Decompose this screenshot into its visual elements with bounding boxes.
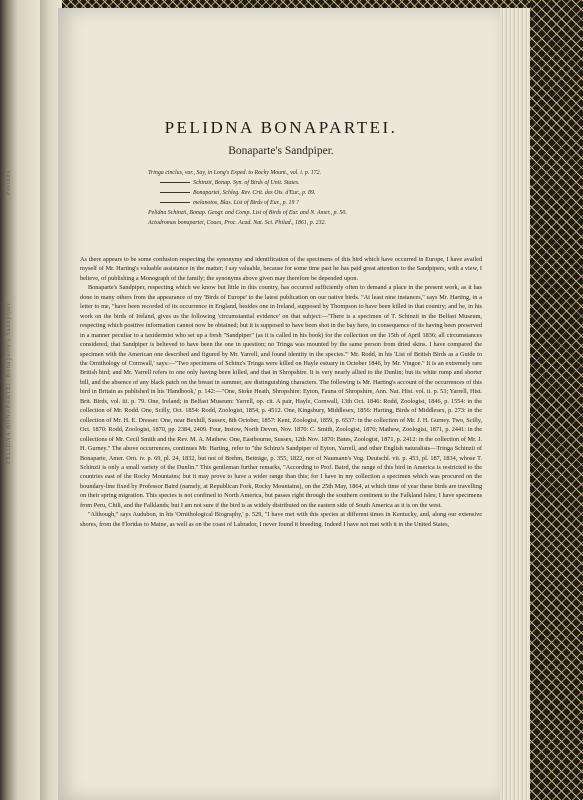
synonymy-list bbox=[148, 168, 468, 228]
paragraph-occurrences: Bonaparte's Sandpiper, respecting which we know but little in this country, has occurred sufficiently often to demand a place in the present work, as it has done in many others from the appearance of my 'Birds of Europe' to the latest publication on our native birds. "At least nine instances," says Mr. Harting, in a letter to me, "have been recorded of its occurrence in England, besides one in Ireland, supposed by Thompson to have been killed in that country; and he, in his work on the birds of Ireland, gives us the following 'circumstantial evidence' on that subject:—'There is a specimen of T. Schinzii in the Belfast Museum, respecting which positive information cannot now be obtained; but it is supposed to have been shot in the bay here, in consequence of its having been preserved in a manner peculiar to a taxidermist who set up a fresh "Sandpiper" (as it is called in his book) for the collection on the 15th of April 1836; all circumstances considered, that Sandpiper is believed to have been the one in question; no Tringa was mounted by the same person from dried skins. I have compared the specimen with the American one described and figured by Mr. Yarrell, and found identity in the species.'" Mr. Rodd, in his 'List of British Birds as a Guide to the Ornithology of Cornwall,' says:—"Two specimens of Schinz's Tringa were killed on Hayle estuary in October 1846, by Mr. Vingoe." It is an extremely rare British bird; and Mr. Yarrell refers to one only having been killed, and that in Shropshire. It is very nearly allied to the Dunlin; but its white rump and shorter bill, and the absence of any black patch on the breast in summer, are distinguishing characters. The following is Mr. Harting's account of the occurrences of this bird in Britain as published in his 'Handbook,' p. 142:—"One, Stoke Heath, Shropshire: Eyton, Fauna of Shropshire, Ann. Nat. Hist. vol. ii. p. 53; Yarrell, Hist. Brit. Birds, vol. iii. p. 79. One, Ireland; in Belfast Museum: Yarrell, op. cit. A pair, Hayle, Cornwall, 13th Oct. 1846: Rodd, Zoologist, 1846, p. 1554: in the collection of Mr. Rodd. One, Scilly, Oct. 1854: Rodd, Zoologist, 1854, p. 4512. One, Kingsbury, Middlesex, 1856: Harting, Birds of Middlesex, p. 273: in the collection of Mr. H. E. Dresser. One, near Bexhill, Sussex, 8th October, 1857: Kent, Zoologist, 1859, p. 6537: in the collection of Mr. J. H. Gurney. Two, Scilly, Oct. 1870: Rodd, Zoologist, 1870, pp. 2384, 2409. Four, Instow, North Devon, Nov. 1870: C. Smith, Zoologist, 1870; Mathew, Zoologist, 1871, p. 2441: in the collections of Mr. Cecil Smith and the Rev. M. A. Mathew. One, Eastbourne, Sussex, 12th Nov. 1870: Bates, Zoologist, 1871, p. 2412: in the collection of Mr. J. H. Gurney." The above occurrences, continues Mr. Harting, refer to "the Schinz's Sandpiper of Eyton, Yarrell, and other English naturalists—Tringa Schinzii of Bonaparte, Amer. Orn. iv. p. 69, pl. 24, 1832, but not of Brehm, Beiträge, p. 355, 1822, nor of Naumann's Vog. Deutschl. vii. p. 453, pl. 187, 1834, whose T. Schinzii is only a small variety of the Dunlin." This gentleman further remarks, "According to Prof. Baird, the range of this bird in America is restricted to the countries east of the Rocky Mountains; but it may prove to have a wider range than this; for I have in my collection a specimen which was procured on the boundary-line fixed by Professor Baird (namely, at Republican Fork, Rocky Mountains), on the 25th May, 1864, at which time of year these birds are travelling on their spring migration. This species is not confined to North America, but passes right through the southern continent to the Falkland Isles; I have specimens from Peru, Chili, and the Falklands; but I am not sure if the bird is as widely distributed on the eastern side of South America as it is on the west. bbox=[80, 284, 482, 509]
book-page bbox=[58, 8, 500, 800]
spine-text-upper: Pelidna bbox=[6, 170, 12, 195]
right-decorative-border bbox=[530, 0, 583, 800]
top-decorative-border bbox=[0, 0, 583, 8]
synonym-entry: Pelidna Schinzii, Bonap. Geogr. and Comp. List of Birds of Eur. and N. Amer., p. 50. bbox=[148, 210, 347, 216]
synonym-entry: melanotos, Blas. List of Birds of Eur., p. 19 ? bbox=[148, 198, 468, 208]
paragraph-audubon: "Although," says Audubon, in his 'Ornithological Biography,' p. 529, "I have met with this species at different times in Kentucky, and, along our extensive shores, from the Floridas to Maine, as well as on the coast of Labrador, I never found it breeding. Indeed I have not met with it in the United States, bbox=[80, 511, 482, 528]
synonym-entry: Bonapartei, Schleg. Rev. Crit. des Ois. d'Eur., p. 89. bbox=[148, 188, 468, 198]
spine-text-main: PELIDNA BONAPARTEI. Bonaparte's Sandpiper. bbox=[6, 300, 12, 464]
stacked-page-edges bbox=[500, 8, 530, 800]
synonym-entry: Actodromas bonapartei, Coues, Proc. Acad. Nat. Sci. Philad., 1861, p. 232. bbox=[148, 220, 326, 226]
ditto-dash bbox=[160, 182, 190, 183]
page-subtitle: Bonaparte's Sandpiper. bbox=[228, 145, 334, 157]
body-text bbox=[80, 255, 482, 529]
paragraph-intro: As there appears to be some confusion respecting the synonymy and identification of the specimens of this bird which have occurred in Europe, I have availed myself of Mr. Harting's valuable assistance in the matter; I say valuable, because for some time past he has paid great attention to the Sandpipers, with a view, I believe, of publishing a Monograph of the family; the synonyms above given may therefore be depended upon. bbox=[80, 256, 482, 282]
page-title: PELIDNA BONAPARTEI. bbox=[164, 118, 398, 137]
ditto-dash bbox=[160, 202, 190, 203]
synonym-entry: Tringa cinclus, var., Say, in Long's Exped. to Rocky Mount., vol. i. p. 172. bbox=[148, 170, 322, 176]
ditto-dash bbox=[160, 192, 190, 193]
synonym-entry: Schinzii, Bonap. Syn. of Birds of Unit. States. bbox=[148, 178, 468, 188]
left-facing-page-edge bbox=[0, 0, 40, 800]
